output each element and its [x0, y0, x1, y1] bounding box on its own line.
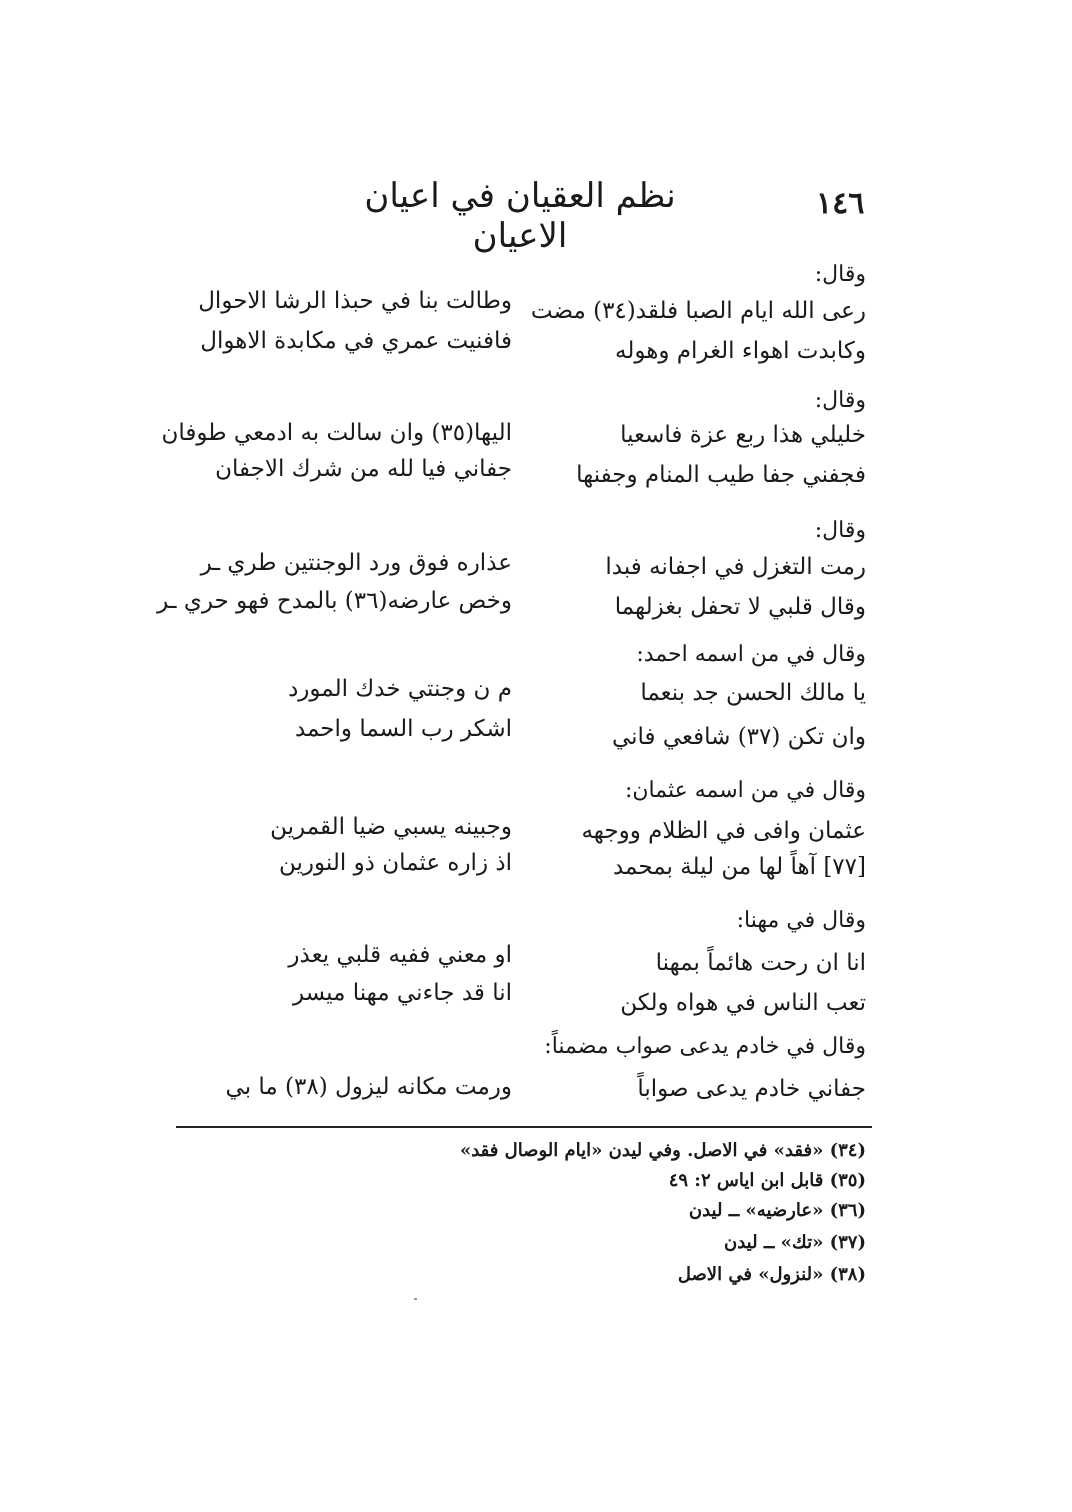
- verse-second-hemistich: عذاره فوق ورد الوجنتين طري ـر: [200, 550, 512, 576]
- footnote: (٣٦) «عارضيه» ــ ليدن: [688, 1200, 866, 1221]
- verse-first-hemistich: رعى الله ايام الصبا فلقد(٣٤) مضت: [530, 298, 866, 324]
- poem-intro: وقال في من اسمه عثمان:: [624, 778, 866, 803]
- page-number: ١٤٦: [816, 186, 865, 221]
- poem-intro: وقال في من اسمه احمد:: [636, 642, 866, 667]
- verse-second-hemistich: اذ زاره عثمان ذو النورين: [279, 850, 512, 876]
- verse-first-hemistich: وكابدت اهواء الغرام وهوله: [614, 338, 866, 364]
- verse-first-hemistich: وان تكن (٣٧) شافعي فاني: [611, 724, 866, 750]
- verse-second-hemistich: انا قد جاءني مهنا ميسر: [292, 980, 512, 1006]
- verse-second-hemistich: وخص عارضه(٣٦) بالمدح فهو حري ـر: [157, 588, 512, 614]
- footnote: (٣٥) قابل ابن اياس ٢: ٤٩: [668, 1170, 866, 1191]
- verse-first-hemistich: جفاني خادم يدعى صواباً: [637, 1076, 866, 1102]
- running-title: نظم العقيان في اعيان الاعيان: [364, 176, 676, 256]
- poem-intro: وقال:: [814, 518, 866, 543]
- poem-intro: وقال في خادم يدعى صواب مضمناً:: [544, 1034, 866, 1059]
- verse-second-hemistich: ورمت مكانه ليزول (٣٨) ما بي: [225, 1074, 512, 1100]
- scan-speck: [414, 1298, 417, 1300]
- verse-first-hemistich: فجفني جفا طيب المنام وجفنها: [576, 462, 866, 488]
- verse-second-hemistich: وجبينه يسبي ضيا القمرين: [270, 814, 512, 840]
- verse-first-hemistich: [٧٧] آهاً لها من ليلة بمحمد: [612, 854, 866, 880]
- verse-second-hemistich: فافنيت عمري في مكابدة الاهوال: [200, 328, 512, 354]
- verse-second-hemistich: م ن وجنتي خدك المورد: [288, 676, 512, 702]
- verse-first-hemistich: تعب الناس في هواه ولكن: [620, 990, 866, 1016]
- footnote: (٣٨) «لنزول» في الاصل: [677, 1264, 866, 1285]
- verse-first-hemistich: يا مالك الحسن جد بنعما: [640, 680, 866, 706]
- footnote: (٣٧) «تك» ــ ليدن: [723, 1232, 866, 1253]
- verse-first-hemistich: رمت التغزل في اجفانه فبدا: [605, 554, 866, 580]
- verse-first-hemistich: انا ان رحت هائماً بمهنا: [655, 950, 866, 976]
- poem-intro: وقال:: [814, 262, 866, 287]
- verse-second-hemistich: جفاني فيا لله من شرك الاجفان: [215, 456, 512, 482]
- poem-intro: وقال:: [814, 388, 866, 413]
- verse-first-hemistich: خليلي هذا ربع عزة فاسعيا: [620, 422, 866, 448]
- poem-intro: وقال في مهنا:: [736, 908, 866, 933]
- verse-second-hemistich: اشكر رب السما واحمد: [294, 716, 512, 742]
- footnote: (٣٤) «فقد» في الاصل. وفي ليدن «ايام الوصال فقد»: [459, 1140, 866, 1161]
- verse-second-hemistich: او معني ففيه قلبي يعذر: [288, 942, 512, 968]
- footnote-rule: [176, 1126, 872, 1128]
- verse-second-hemistich: وطالت بنا في حبذا الرشا الاحوال: [198, 288, 512, 314]
- verse-first-hemistich: وقال قلبي لا تحفل بغزلهما: [614, 594, 866, 620]
- verse-first-hemistich: عثمان وافى في الظلام ووجهه: [581, 818, 866, 844]
- verse-second-hemistich: اليها(٣٥) وان سالت به ادمعي طوفان: [161, 420, 512, 446]
